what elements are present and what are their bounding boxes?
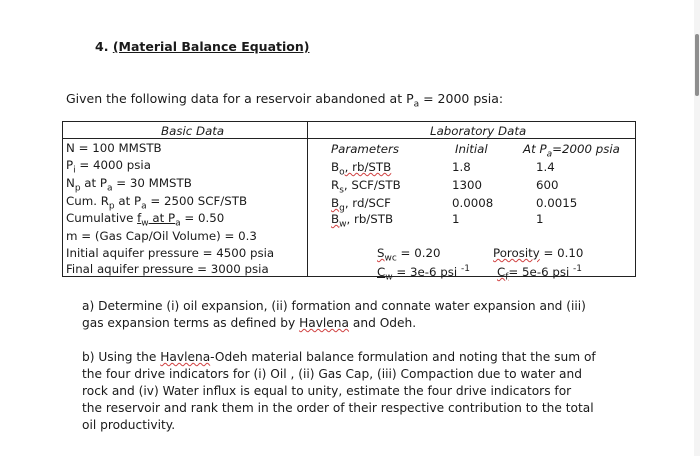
basic-pi: $P_i = 4000$ psia [66, 158, 151, 176]
lab-initial-rs: 1300 [452, 178, 483, 192]
table-column-divider [307, 122, 308, 276]
part-b-line-2: the four drive indicators for (i) Oil , (ii) Gas Cap, (iii) Compaction due to water and [82, 367, 582, 381]
scrollbar[interactable] [694, 0, 700, 456]
lab-cf: $C_f= 5e-6$ psi $^{-1}$ [497, 264, 582, 283]
lab-param-bo: $B_o$, rb/STB [331, 160, 392, 178]
part-a-line-1: a) Determine (i) oil expansion, (ii) formation and connate water expansion and (iii) [82, 299, 586, 313]
lab-col-at-pa: At $P_a=2000$ psia [523, 142, 620, 160]
given-text-end: = 2000 psia: [419, 91, 504, 106]
lab-initial-bw: 1 [452, 212, 460, 226]
lab-param-rs: $R_s$, SCF/STB [331, 178, 401, 196]
lab-swc: $S_{wc} = 0.20$ [377, 246, 441, 264]
part-b-line-4: the reservoir and rank them in the order of their respective contribution to the total [82, 401, 594, 415]
basic-fw: Cumulative $f_w$ at $P_a = 0.50$ [66, 211, 225, 229]
table-header-divider [63, 138, 635, 139]
basic-final-aquifer: Final aquifer pressure = 3000 psia [66, 262, 269, 276]
lab-param-bw: $B_w$, rb/STB [331, 212, 394, 230]
basic-np: $N_p$ at $P_a = 30$ MMSTB [66, 176, 192, 194]
scrollbar-thumb[interactable] [695, 34, 699, 96]
lab-cw: $C_w = 3e-6$ psi $^{-1}$ [377, 264, 470, 283]
basic-initial-aquifer: Initial aquifer pressure = 4500 psia [66, 246, 275, 260]
part-b [82, 349, 642, 434]
part-b-line-1: b) Using the Havlena-Odeh material balance formulation and noting that the sum of [82, 350, 596, 364]
question-title: (Material Balance Equation) [112, 39, 310, 54]
lab-col-initial: Initial [455, 142, 488, 156]
lab-at-bg: 0.0015 [536, 196, 578, 210]
given-text: Given the following data for a reservoir abandoned at P [66, 91, 414, 106]
lab-at-bo: 1.4 [536, 160, 555, 174]
part-a-line-2: gas expansion terms as defined by Havlena and Odeh. [82, 316, 417, 330]
lab-col-parameters: Parameters [331, 142, 400, 156]
lab-at-rs: 600 [536, 178, 559, 192]
lab-at-bw: 1 [536, 212, 544, 226]
part-a [82, 298, 642, 332]
question-heading [95, 39, 309, 54]
basic-rp: Cum. $R_p$ at $P_a = 2500$ SCF/STB [66, 194, 248, 212]
lab-initial-bg: 0.0008 [452, 196, 494, 210]
data-table [62, 121, 636, 283]
lab-data-header: Laboratory Data [430, 124, 527, 138]
part-b-line-5: oil productivity. [82, 418, 176, 432]
lab-porosity: Porosity = 0.10 [493, 246, 584, 260]
question-number: 4. [95, 39, 109, 54]
part-b-line-3: rock and (iv) Water influx is equal to unity, estimate the four drive indicators for [82, 384, 572, 398]
basic-m: m = (Gas Cap/Oil Volume) = 0.3 [66, 229, 257, 243]
lab-param-bg: $B_g$, rd/SCF [331, 196, 391, 214]
basic-data-header: Basic Data [161, 124, 225, 138]
given-statement [66, 91, 503, 110]
given-sub: a [413, 99, 420, 110]
lab-initial-bo: 1.8 [452, 160, 471, 174]
basic-n: N = 100 MMSTB [66, 141, 162, 155]
